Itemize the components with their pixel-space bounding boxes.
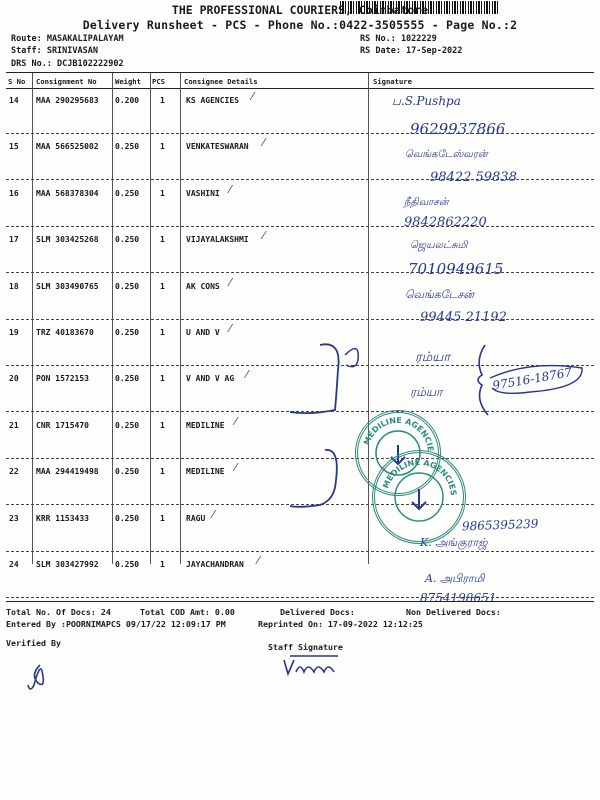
handwritten-phone: 97516-18767 — [491, 365, 574, 393]
row-weight: 0.250 — [115, 142, 140, 151]
pen-tick-icon: ⁄ — [251, 90, 254, 103]
row-weight: 0.250 — [115, 374, 140, 383]
row-pcs: 1 — [160, 374, 165, 383]
row-serial: 18 — [9, 282, 19, 291]
consignee-name: U AND V — [186, 328, 220, 337]
staff-label: Staff: SRINIVASAN — [11, 46, 98, 56]
total-docs: Total No. Of Docs: 24 — [6, 607, 111, 617]
delivered-docs: Delivered Docs: — [280, 607, 355, 617]
consignee-name: RAGU — [186, 514, 206, 523]
pen-tick-icon: ⁄ — [246, 368, 248, 381]
entered-by: Entered By :POORNIMAPCS 09/17/22 12:09:17 PM — [6, 619, 226, 629]
row-separator — [6, 133, 594, 134]
handwritten-phone: 9629937866 — [410, 120, 506, 138]
row-serial: 17 — [9, 235, 19, 244]
row-separator — [6, 597, 594, 598]
rs-date: RS Date: 17-Sep-2022 — [360, 46, 463, 56]
table-header-rule — [6, 88, 594, 89]
handwritten-signature: K. அங்குராஜ் — [420, 536, 488, 549]
non-delivered-docs: Non Delivered Docs: — [406, 607, 501, 617]
handwritten-phone: 9865395239 — [461, 516, 539, 534]
bracket-pen-marks — [280, 330, 420, 530]
company-title: THE PROFESSIONAL COURIERS, Coimbatore — [171, 3, 429, 17]
consignee-name: V AND V AG — [186, 374, 235, 383]
row-pcs: 1 — [160, 189, 165, 198]
handwritten-phone: 98422 59838 — [430, 170, 517, 185]
row-weight: 0.250 — [115, 189, 140, 198]
table-bottom-rule — [6, 601, 594, 602]
row-weight: 0.250 — [115, 235, 140, 244]
row-weight: 0.250 — [115, 560, 140, 569]
drs-number: DRS No.: DCJB102222902 — [11, 59, 124, 69]
col-header-weight: Weight — [115, 77, 141, 86]
row-weight: 0.250 — [115, 467, 140, 476]
pen-tick-icon: ⁄ — [229, 183, 232, 196]
pen-tick-icon: ⁄ — [262, 229, 265, 242]
verified-by-label: Verified By — [6, 638, 61, 648]
row-separator — [6, 226, 594, 227]
handwritten-phone: 7010949615 — [408, 260, 504, 278]
row-serial: 22 — [9, 467, 19, 476]
handwritten-signature: நீதிவாசன் — [404, 197, 449, 208]
col-header-consignee: Consignee Details — [184, 77, 258, 86]
row-weight: 0.250 — [115, 514, 140, 523]
table-top-rule — [6, 72, 594, 73]
handwritten-signature: ரம்யா — [415, 350, 451, 365]
consignee-name: MEDILINE — [186, 467, 225, 476]
pen-tick-icon: ⁄ — [262, 136, 265, 149]
consignment-number: PON 1572153 — [36, 374, 89, 383]
consignment-number: CNR 1715470 — [36, 421, 89, 430]
consignment-number: MAA 566525002 — [36, 142, 99, 151]
handwritten-signature: ஜெயலட்சுமி — [410, 240, 468, 251]
handwritten-signature: வெங்கடேசன் — [405, 288, 475, 301]
row-pcs: 1 — [160, 235, 165, 244]
pen-tick-icon: ⁄ — [234, 461, 237, 474]
row-serial: 19 — [9, 328, 19, 337]
row-pcs: 1 — [160, 560, 165, 569]
consignee-name: VIJAYALAKSHMI — [186, 235, 249, 244]
reprinted-on: Reprinted On: 17-09-2022 12:12:25 — [258, 619, 423, 629]
consignment-number: MAA 568378304 — [36, 189, 99, 198]
row-serial: 16 — [9, 189, 19, 198]
col-header-signature: Signature — [373, 77, 412, 86]
pen-tick-icon: ⁄ — [229, 322, 232, 335]
handwritten-phone: 9842862220 — [404, 215, 487, 230]
row-weight: 0.250 — [115, 421, 140, 430]
row-serial: 21 — [9, 421, 19, 430]
consignment-number: SLM 303490765 — [36, 282, 99, 291]
pen-tick-icon: ⁄ — [257, 554, 260, 567]
row-separator — [6, 272, 594, 273]
row-serial: 24 — [9, 560, 19, 569]
row-pcs: 1 — [160, 467, 165, 476]
row-pcs: 1 — [160, 142, 165, 151]
handwritten-phone: 8754198651 — [420, 591, 497, 605]
row-serial: 23 — [9, 514, 19, 523]
svg-text:MEDILINE AGENCIES: MEDILINE AGENCIE — [362, 415, 436, 453]
consignee-name: MEDILINE — [186, 421, 225, 430]
staff-signature — [280, 652, 360, 682]
consignment-number: SLM 303425268 — [36, 235, 99, 244]
pen-tick-icon: ⁄ — [234, 415, 237, 428]
consignee-name: VASHINI — [186, 189, 220, 198]
handwritten-signature: ரம்யா — [410, 385, 443, 399]
row-separator — [6, 551, 594, 552]
rs-number: RS No.: 1022229 — [360, 34, 437, 44]
consignee-name: VENKATESWARAN — [186, 142, 249, 151]
route-label: Route: MASAKALIPALAYAM — [11, 34, 124, 44]
col-header-consignment: Consignment No — [36, 77, 97, 86]
row-weight: 0.250 — [115, 328, 140, 337]
runsheet-subtitle: Delivery Runsheet - PCS - Phone No.:0422-3505555 - Page No.:2 — [82, 18, 518, 32]
consignee-name: AK CONS — [186, 282, 220, 291]
verifier-signature — [20, 655, 60, 695]
row-serial: 15 — [9, 142, 19, 151]
consignment-number: MAA 290295683 — [36, 96, 99, 105]
consignment-number: TRZ 40183670 — [36, 328, 94, 337]
row-pcs: 1 — [160, 514, 165, 523]
row-weight: 0.250 — [115, 282, 140, 291]
svg-text:MEDILINE AGENCIES: MEDILINE AGENCIES — [381, 457, 459, 497]
row-weight: 0.200 — [115, 96, 140, 105]
row-pcs: 1 — [160, 282, 165, 291]
handwritten-signature: ப.S.Pushpa — [392, 94, 461, 108]
total-cod-amount: Total COD Amt: 0.00 — [140, 607, 235, 617]
col-header-pcs: PCS — [152, 77, 165, 86]
pen-tick-icon: ⁄ — [212, 508, 215, 521]
row-pcs: 1 — [160, 328, 165, 337]
consignment-number: KRR 1153433 — [36, 514, 89, 523]
row-pcs: 1 — [160, 421, 165, 430]
consignee-name: JAYACHANDRAN — [186, 560, 244, 569]
pen-tick-icon: ⁄ — [229, 276, 232, 289]
row-serial: 20 — [9, 374, 19, 383]
col-header-sno: S No — [8, 77, 26, 86]
row-serial: 14 — [9, 96, 19, 105]
brace-pen-mark — [470, 340, 590, 420]
consignment-number: SLM 303427992 — [36, 560, 99, 569]
handwritten-phone: 99445 21192 — [420, 310, 507, 325]
handwritten-signature: A. அபிராமி — [425, 572, 485, 585]
consignment-number: MAA 294419498 — [36, 467, 99, 476]
consignee-name: KS AGENCIES — [186, 96, 239, 105]
handwritten-signature: வெங்கடேஸ்வரன் — [405, 149, 488, 160]
row-pcs: 1 — [160, 96, 165, 105]
staff-signature-label: Staff Signature — [268, 642, 343, 652]
